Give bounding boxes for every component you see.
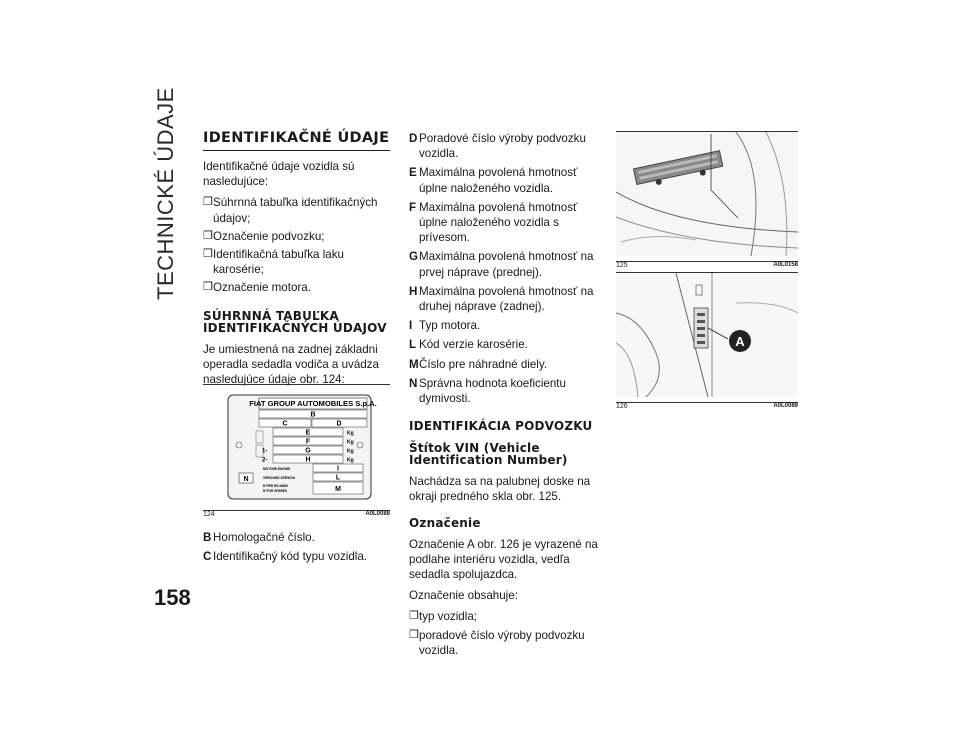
intro-text: Identifikačné údaje vozidla sú nasledujúce: xyxy=(203,160,355,189)
figure-code: A0L0089 xyxy=(773,403,798,409)
bullet-icon: ❒ xyxy=(203,229,213,242)
heading-rule xyxy=(203,150,390,151)
list-item: ❒ Identifikačná tabuľka laku karosérie; xyxy=(203,248,344,277)
list-item: ❒ Označenie motora. xyxy=(203,281,311,295)
bullet-icon: ❒ xyxy=(409,628,419,641)
svg-text:I: I xyxy=(337,465,339,473)
list-item: ❒ Súhrnná tabuľka identifikačných údajov; xyxy=(203,196,378,225)
list-item: ❒ Označenie podvozku; xyxy=(203,229,325,243)
svg-text:G: G xyxy=(305,447,311,455)
vin-plate-windscreen-illustration xyxy=(616,132,798,256)
list-item: H Maximálna povolená hmotnosť na druhej náprave (zadnej). xyxy=(409,284,594,314)
figure-caption xyxy=(616,262,798,269)
marking-contains: Označenie obsahuje: xyxy=(409,589,518,603)
subheading-summary-table: SÚHRNNÁ TABUĽKA IDENTIFIKAČNÝCH ÚDAJOV xyxy=(203,308,387,335)
svg-text:Kg: Kg xyxy=(347,430,354,437)
svg-text:FIAT GROUP AUTOMOBILES S.p.A.: FIAT GROUP AUTOMOBILES S.p.A. xyxy=(249,399,377,408)
list-item: B Homologačné číslo. xyxy=(203,531,315,544)
column-1-tail xyxy=(203,530,390,568)
svg-text:Kg: Kg xyxy=(347,457,354,464)
list-item: I Typ motora. xyxy=(409,319,481,333)
svg-text:N°FOR SPARES: N°FOR SPARES xyxy=(263,489,288,493)
figure-124 xyxy=(203,384,390,518)
svg-text:2-: 2- xyxy=(262,457,268,464)
side-title-text: TECHNICKÉ ÚDAJE xyxy=(153,87,178,300)
svg-text:H: H xyxy=(305,456,311,464)
list-item: E Maximálna povolená hmotnosť úplne naloženého vozidla. xyxy=(409,166,578,195)
svg-text:L: L xyxy=(335,474,341,482)
figure-number: 124 xyxy=(203,511,215,518)
svg-text:F: F xyxy=(305,438,311,446)
svg-text:Kg: Kg xyxy=(347,439,354,446)
page-number: 158 xyxy=(154,585,191,610)
list-item: ❒ typ vozidla; xyxy=(409,610,477,624)
bullet-icon: ❒ xyxy=(203,281,213,294)
column-2 xyxy=(409,131,599,661)
figure-125 xyxy=(616,131,798,269)
list-item: C Identifikačný kód typu vozidla. xyxy=(203,550,368,564)
summary-paragraph: Je umiestnená na zadnej základni operadla sedadla vodiča a uvádza nasledujúce údaje obr. 124: xyxy=(203,342,379,387)
figure-code: A0L0158 xyxy=(773,262,798,268)
svg-text:MOTORE-ENGINE: MOTORE-ENGINE xyxy=(263,467,291,471)
bullet-icon: ❒ xyxy=(203,248,213,261)
bullet-icon: ❒ xyxy=(409,610,419,623)
list-item: D Poradové číslo výroby podvozku vozidla. xyxy=(409,132,586,161)
svg-text:C: C xyxy=(282,420,288,428)
identification-plate-illustration xyxy=(203,385,390,505)
figure-number: 125 xyxy=(616,262,628,269)
marking-paragraph: Označenie A obr. 126 je vyrazené na podlahe interiéru vozidla, vedľa sedadla spolujazdca. xyxy=(409,537,598,582)
list-item: L Kód verzie karosérie. xyxy=(409,338,528,352)
bullet-icon: ❒ xyxy=(203,196,213,209)
svg-text:VERSIONE-VERSION: VERSIONE-VERSION xyxy=(263,476,295,480)
column-1 xyxy=(203,131,390,393)
chassis-marking-floor-illustration xyxy=(616,273,798,397)
subheading-vin-plate: Štítok VIN (Vehicle Identification Number) xyxy=(409,441,568,468)
side-section-title xyxy=(147,87,197,300)
figure-126 xyxy=(616,272,798,410)
list-item: F Maximálna povolená hmotnosť úplne naloženého vozidla s prívesom. xyxy=(409,200,578,245)
subheading-marking: Označenie xyxy=(409,515,481,530)
list-item: N Správna hodnota koeficientu dymivosti. xyxy=(409,376,566,406)
svg-text:D: D xyxy=(336,420,342,428)
marker-a: A xyxy=(735,334,745,349)
svg-text:Kg: Kg xyxy=(347,448,354,455)
vin-paragraph: Nachádza sa na palubnej doske na okraji predného skla obr. 125. xyxy=(409,475,591,504)
section-heading-identification: IDENTIFIKAČNÉ ÚDAJE xyxy=(203,130,390,146)
list-item: ❒ poradové číslo výroby podvozku vozidla. xyxy=(409,628,585,657)
svg-text:N: N xyxy=(243,476,249,483)
figure-caption xyxy=(203,511,390,518)
list-item: M Číslo pre náhradné diely. xyxy=(409,357,548,371)
svg-text:M: M xyxy=(335,486,341,493)
svg-text:N°PER RICAMBI: N°PER RICAMBI xyxy=(263,484,288,488)
list-item: G Maximálna povolená hmotnosť na prvej náprave (prednej). xyxy=(409,250,594,279)
svg-text:B: B xyxy=(310,411,316,419)
figure-code: A0L0088 xyxy=(365,511,390,517)
figure-number: 126 xyxy=(616,403,628,410)
svg-text:1-: 1- xyxy=(262,448,268,455)
subheading-chassis-identification: IDENTIFIKÁCIA PODVOZKU xyxy=(409,419,593,434)
figure-caption xyxy=(616,403,798,410)
svg-text:E: E xyxy=(305,429,311,437)
